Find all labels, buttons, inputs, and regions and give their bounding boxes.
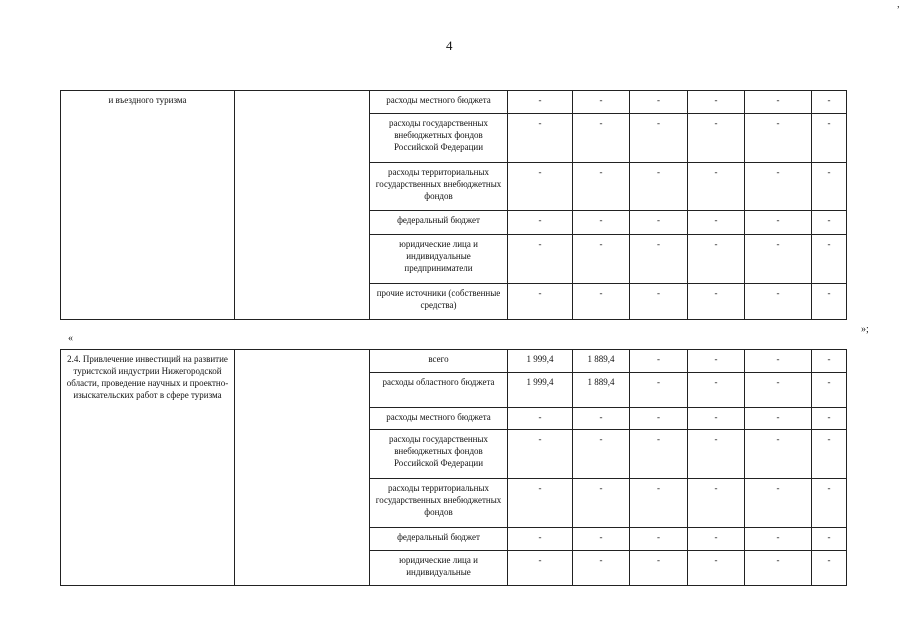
funding-source: всего (370, 350, 508, 373)
value-cell: - (745, 91, 812, 114)
value-cell: - (508, 408, 573, 430)
funding-source: расходы местного бюджета (370, 408, 508, 430)
value-cell: - (630, 350, 688, 373)
value-cell: - (688, 479, 745, 528)
funding-source: юридические лица и индивидуальные (370, 551, 508, 586)
value-cell: - (812, 114, 847, 163)
funding-source: прочие источники (собственные средства) (370, 284, 508, 320)
value-cell: - (630, 430, 688, 479)
value-cell: 1 889,4 (573, 350, 630, 373)
value-cell: - (573, 528, 630, 551)
value-cell: - (508, 528, 573, 551)
value-cell: - (630, 211, 688, 235)
value-cell: - (688, 551, 745, 586)
value-cell: - (688, 284, 745, 320)
value-cell: - (573, 91, 630, 114)
value-cell: - (745, 551, 812, 586)
value-cell: - (508, 551, 573, 586)
value-cell: - (508, 430, 573, 479)
value-cell: - (745, 284, 812, 320)
value-cell: - (508, 91, 573, 114)
value-cell: - (630, 528, 688, 551)
funding-source: федеральный бюджет (370, 528, 508, 551)
value-cell: - (812, 528, 847, 551)
closing-quote: »; (861, 324, 869, 335)
value-cell: - (688, 408, 745, 430)
value-cell: - (508, 163, 573, 211)
value-cell: - (573, 211, 630, 235)
value-cell: - (688, 211, 745, 235)
value-cell: - (688, 430, 745, 479)
value-cell: - (745, 373, 812, 408)
value-cell: 1 999,4 (508, 373, 573, 408)
value-cell: - (812, 211, 847, 235)
value-cell: - (745, 528, 812, 551)
value-cell: - (573, 163, 630, 211)
value-cell: - (745, 408, 812, 430)
value-cell: - (745, 163, 812, 211)
funding-source: расходы местного бюджета (370, 91, 508, 114)
value-cell: 1 999,4 (508, 350, 573, 373)
value-cell: - (630, 284, 688, 320)
value-cell: - (630, 373, 688, 408)
value-cell: - (630, 235, 688, 284)
value-cell: - (688, 350, 745, 373)
value-cell: - (630, 408, 688, 430)
value-cell: - (630, 479, 688, 528)
responsible-executor-cell (235, 91, 370, 320)
value-cell: - (630, 91, 688, 114)
value-cell: - (688, 163, 745, 211)
funding-source: расходы государственных внебюджетных фондов Российской Федерации (370, 114, 508, 163)
value-cell: - (688, 373, 745, 408)
funding-table-2-4 (60, 349, 847, 586)
value-cell: - (688, 235, 745, 284)
value-cell: - (508, 235, 573, 284)
value-cell: - (573, 114, 630, 163)
value-cell: 1 889,4 (573, 373, 630, 408)
value-cell: - (812, 350, 847, 373)
funding-source: федеральный бюджет (370, 211, 508, 235)
value-cell: - (573, 551, 630, 586)
value-cell: - (688, 114, 745, 163)
value-cell: - (573, 408, 630, 430)
value-cell: - (508, 114, 573, 163)
value-cell: - (573, 430, 630, 479)
value-cell: - (630, 163, 688, 211)
value-cell: - (573, 284, 630, 320)
value-cell: - (745, 479, 812, 528)
value-cell: - (812, 373, 847, 408)
value-cell: - (630, 114, 688, 163)
corner-mark: , (897, 0, 900, 10)
value-cell: - (688, 91, 745, 114)
value-cell: - (630, 551, 688, 586)
funding-table-continued (60, 90, 847, 320)
value-cell: - (508, 284, 573, 320)
value-cell: - (812, 91, 847, 114)
funding-source: расходы областного бюджета (370, 373, 508, 408)
funding-source: юридические лица и индивидуальные предприниматели (370, 235, 508, 284)
value-cell: - (812, 284, 847, 320)
value-cell: - (745, 350, 812, 373)
value-cell: - (745, 430, 812, 479)
value-cell: - (745, 235, 812, 284)
value-cell: - (745, 211, 812, 235)
opening-quote: « (68, 333, 73, 344)
value-cell: - (812, 408, 847, 430)
value-cell: - (812, 479, 847, 528)
page-number: 4 (446, 38, 453, 53)
value-cell: - (812, 551, 847, 586)
value-cell: - (508, 479, 573, 528)
value-cell: - (573, 479, 630, 528)
value-cell: - (573, 235, 630, 284)
value-cell: - (688, 528, 745, 551)
funding-source: расходы территориальных государственных внебюджетных фондов (370, 479, 508, 528)
program-name-cell: и въездного туризма (61, 91, 235, 320)
value-cell: - (745, 114, 812, 163)
program-name-cell: 2.4. Привлечение инвестиций на развитие туристской индустрии Нижегородской области, проведение научных и проектно-изыскательских работ в сфере туризма (61, 350, 235, 586)
responsible-executor-cell (235, 350, 370, 586)
funding-source: расходы государственных внебюджетных фондов Российской Федерации (370, 430, 508, 479)
funding-source: расходы территориальных государственных внебюджетных фондов (370, 163, 508, 211)
value-cell: - (508, 211, 573, 235)
value-cell: - (812, 163, 847, 211)
value-cell: - (812, 430, 847, 479)
value-cell: - (812, 235, 847, 284)
